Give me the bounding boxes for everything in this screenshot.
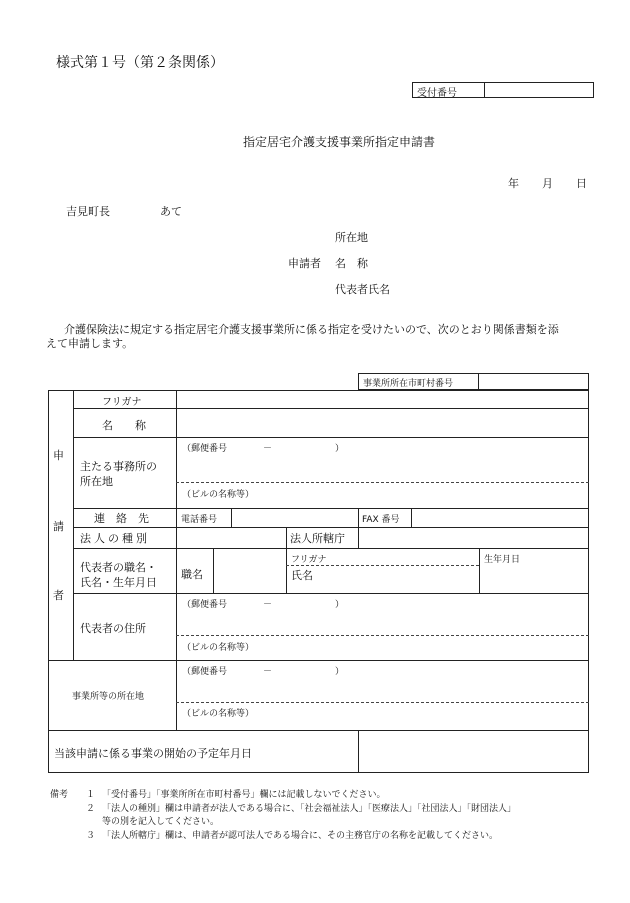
note-1-number: １ (86, 790, 96, 800)
municipality-code-divider (478, 373, 479, 390)
note-2-text-a: 「法人の種別」欄は申請者が法人である場合に、「社会福祉法人」「医療法人」「社団法人」「財団法人」 (102, 804, 517, 814)
contact-label: 連 絡 先 (94, 512, 149, 525)
corp-authority-value-divider (358, 527, 359, 548)
name-label: 名 称 (102, 419, 146, 432)
main-office-label-2: 所在地 (80, 475, 113, 488)
side-label-sei: 請 (53, 520, 64, 533)
form-number: 様式第１号（第２条関係） (56, 55, 224, 71)
row-line-furigana (73, 408, 589, 409)
side-label-shin: 申 (53, 449, 64, 462)
rep-info-label-2: 氏名・生年月日 (80, 576, 157, 589)
rep-furigana-label: フリガナ (291, 555, 327, 565)
job-title-field[interactable] (215, 549, 284, 592)
rep-full-name-label: 氏名 (291, 569, 313, 582)
main-office-label-1: 主たる事務所の (80, 460, 157, 473)
office-address-field[interactable] (178, 677, 587, 701)
fax-divider-left (358, 508, 359, 527)
dashed-main-office (176, 482, 589, 483)
fax-label: FAX 番号 (362, 515, 400, 525)
rep-info-label-1: 代表者の職名・ (80, 561, 157, 574)
furigana-input[interactable] (178, 391, 587, 407)
rep-address-building: （ビルの名称等） (182, 643, 255, 653)
main-office-postal: （郵便番号 － ） (182, 444, 345, 454)
birth-date-field[interactable] (481, 565, 587, 592)
side-column-divider (73, 390, 74, 660)
corp-authority-label: 法人所轄庁 (290, 532, 345, 545)
rep-address-postal: （郵便番号 － ） (182, 600, 345, 610)
fax-divider-right (411, 508, 412, 527)
municipality-code-label: 事業所所在市町村番号 (363, 379, 454, 389)
corp-type-field[interactable] (178, 529, 284, 547)
date-day: 日 (576, 177, 587, 190)
row-line-contact (73, 527, 589, 528)
phone-field[interactable] (233, 509, 357, 526)
side-label-sha: 者 (53, 589, 64, 602)
start-date-divider (358, 730, 359, 773)
office-address-label: 事業所等の所在地 (72, 692, 145, 702)
date-month: 月 (542, 177, 553, 190)
note-1-text: 「受付番号」「事業所所在市町村番号」欄には記載しないでください。 (102, 790, 386, 800)
birth-date-label: 生年月日 (484, 555, 521, 565)
recipient: 吉見町長 (66, 205, 110, 218)
applicant-name-label: 名 称 (335, 257, 368, 270)
row-line-name (73, 437, 589, 438)
corp-authority-divider (286, 527, 287, 593)
intro-text-line1: 介護保険法に規定する指定居宅介護支援事業所に係る指定を受けたいので、次のとおり関係書類を添 (64, 323, 559, 336)
municipality-code-field[interactable] (480, 374, 587, 389)
applicant-label: 申請者 (288, 257, 321, 270)
note-3-number: ３ (86, 831, 96, 841)
receipt-number-field[interactable] (486, 83, 592, 97)
row-line-rep (73, 593, 589, 594)
receipt-label: 受付番号 (417, 88, 457, 99)
name-field[interactable] (178, 410, 587, 436)
applicant-address-label: 所在地 (335, 231, 368, 244)
phone-divider (231, 508, 232, 527)
rep-address-field[interactable] (178, 610, 587, 634)
phone-label: 電話番号 (181, 515, 218, 525)
receipt-divider (484, 82, 485, 98)
note-3-text: 「法人所轄庁」欄は、申請者が認可法人である場合に、その主務官庁の名称を記載してください。 (102, 831, 499, 841)
furigana-dashed (286, 565, 479, 566)
dashed-office-address (176, 702, 589, 703)
fax-field[interactable] (413, 509, 587, 526)
document-title: 指定居宅介護支援事業所指定申請書 (243, 135, 436, 149)
corp-type-label: 法人の種別 (80, 532, 150, 545)
notes-label: 備考 (50, 790, 69, 800)
main-office-building: （ビルの名称等） (182, 490, 255, 500)
note-2-text-b: 等の別を記入してください。 (102, 817, 220, 827)
rep-full-name-field[interactable] (320, 567, 476, 591)
representative-name-label: 代表者氏名 (335, 283, 390, 296)
corp-authority-field[interactable] (360, 529, 587, 547)
job-title-divider (213, 548, 214, 593)
office-address-postal: （郵便番号 － ） (182, 667, 345, 677)
office-address-building: （ビルの名称等） (182, 709, 255, 719)
note-2-number: ２ (86, 804, 96, 814)
row-line-corp (73, 548, 589, 549)
rep-address-label: 代表者の住所 (80, 622, 146, 635)
date-year: 年 (508, 177, 519, 190)
recipient-suffix: あて (160, 205, 182, 218)
label-column-divider (176, 390, 177, 730)
job-title-label: 職名 (181, 568, 203, 581)
intro-text-line2: えて申請します。 (46, 337, 134, 350)
start-date-label: 当該申請に係る事業の開始の予定年月日 (54, 747, 252, 760)
birth-date-divider (479, 548, 480, 593)
row-line-rep-address (48, 660, 589, 661)
start-date-field[interactable] (360, 731, 587, 772)
furigana-label: フリガナ (102, 397, 142, 408)
dashed-rep-address (176, 635, 589, 636)
main-office-address-field[interactable] (178, 455, 587, 481)
